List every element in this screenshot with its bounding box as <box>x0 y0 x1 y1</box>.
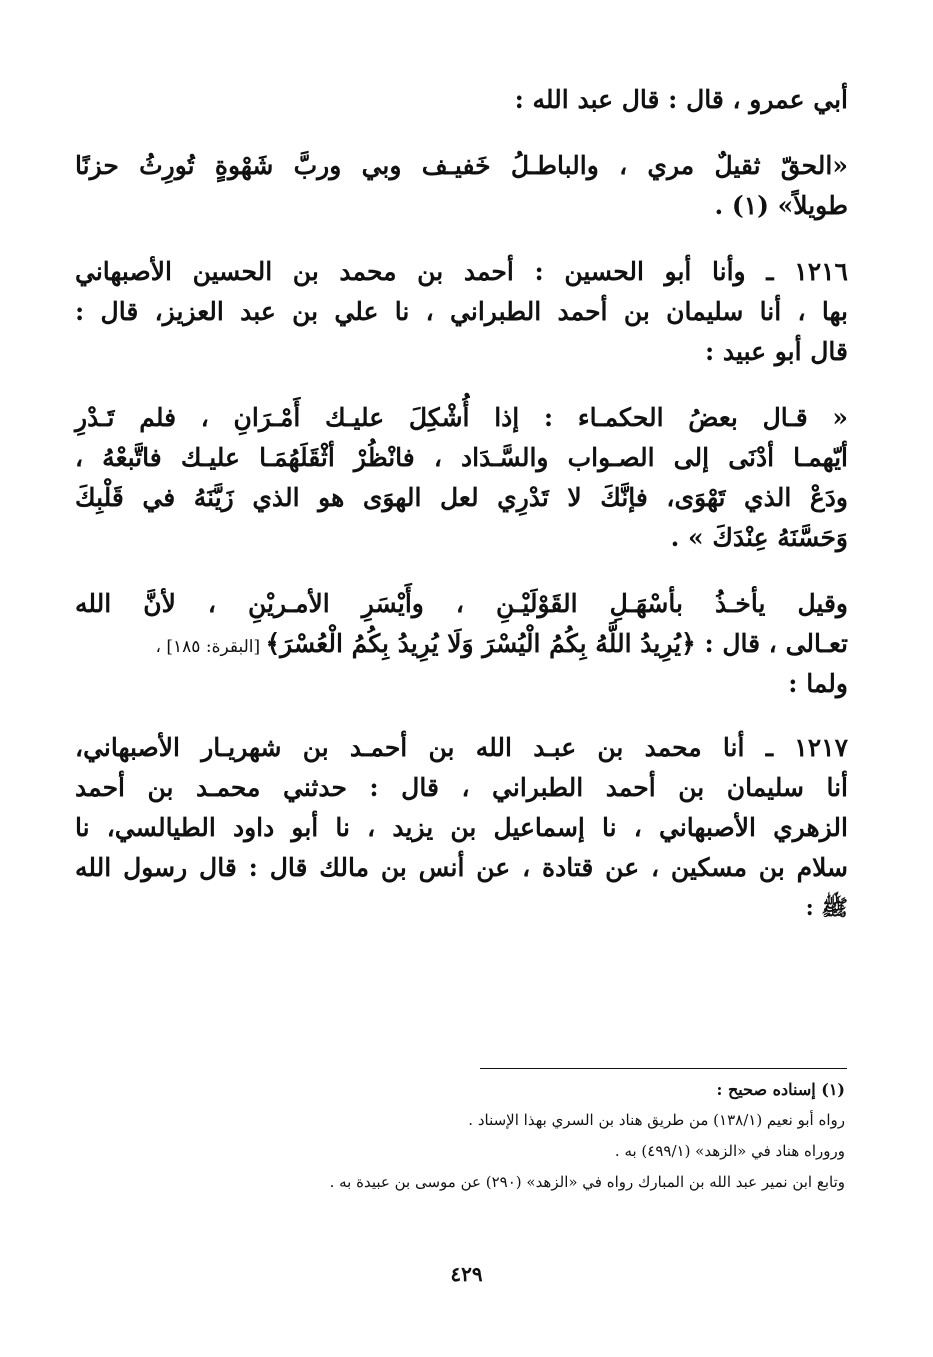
text-line: ودَعْ الذي تَهْوَى، فإنَّكَ لا تَدْرِي لعل الهوَى هو الذي زَيَّنَهُ في قَلْبِكَ <box>75 483 848 512</box>
footnote-divider <box>480 1068 847 1069</box>
footnotes <box>120 1074 845 1198</box>
hadith-1217-first-line <box>75 728 848 768</box>
footnote-line: رواه أبو نعيم (١٣٨/١) من طريق هناد بن السري بهذا الإسناد . <box>468 1111 845 1129</box>
verse-line <box>75 624 848 664</box>
text-line: طويلاً» (١) . <box>714 191 848 220</box>
hadith-number: ١٢١٧ <box>794 733 848 762</box>
text-line: أبي عمرو ، قال : قال عبد الله : <box>514 85 848 114</box>
text-line: بها ، أنا سليمان بن أحمد الطبراني ، نا علي بن عبد العزيز، قال : <box>75 297 848 326</box>
text-line: ﷺ : <box>805 895 848 921</box>
text-line: الزهري الأصبهاني ، نا إسماعيل بن يزيد ، نا أبو داود الطيالسي، نا <box>75 813 848 842</box>
text-span: تعـالى ، قال : <box>695 629 848 658</box>
text-line: وقيل يأخـذُ بأسْهَـلِ القَوْلَيْـنِ ، وأَيْسَرِ الأمـريْنِ ، لأنَّ الله <box>75 589 848 618</box>
text-line: سلام بن مسكين ، عن قتادة ، عن أنس بن مالك قال : قال رسول الله <box>75 853 848 882</box>
page-number: ٤٢٩ <box>450 1262 483 1286</box>
verse-reference: [البقرة: ١٨٥] ، <box>155 637 266 657</box>
text-span: ـ أنا محمد بن عبـد الله بن أحمـد بن شهريـار الأصبهاني، <box>75 733 774 762</box>
text-line: أيّهمـا أدْنَى إلى الصـواب والسَّـدَاد ، فانْظُرْ أثْقَلَهُمَـا عليـك فاتَّبعْهُ ، <box>75 443 848 472</box>
main-text <box>75 80 848 928</box>
hadith-number: ١٢١٦ <box>794 257 848 286</box>
quran-verse: ﴿يُرِيدُ اللَّهُ بِكُمُ الْيُسْرَ وَلَا يُرِيدُ بِكُمُ الْعُسْرَ﴾ <box>265 629 696 658</box>
footnote-line: وتابع ابن نمير عبد الله بن المبارك رواه في «الزهد» (٢٩٠) عن موسى بن عبيدة به . <box>329 1173 845 1191</box>
footnote-line: وروراه هناد في «الزهد» (٤٩٩/١) به . <box>614 1142 845 1160</box>
text-line: ولما : <box>788 669 848 698</box>
text-line: « قـال بعضُ الحكمـاء : إذا أُشْكِلَ عليـك أَمْـرَانِ ، فلم تَـدْرِ <box>75 403 848 432</box>
text-line: «الحقّ ثقيلٌ مري ، والباطـلُ خَفيـف وبي وربَّ شَهْوةٍ تُورِثُ حزنًا <box>75 151 848 180</box>
hadith-1216-first-line <box>75 252 848 292</box>
text-line: وَحَسَّنَهُ عِنْدَكَ » . <box>670 523 848 552</box>
text-line: قال أبو عبيد : <box>704 337 848 366</box>
footnote-heading: (١) إسناده صحيح : <box>716 1080 845 1099</box>
text-line: أنا سليمان بن أحمد الطبراني ، قال : حدثني محمـد بن أحمد <box>75 773 848 802</box>
text-span: ـ وأنا أبو الحسين : أحمد بن محمد بن الحسين الأصبهاني <box>75 257 774 286</box>
